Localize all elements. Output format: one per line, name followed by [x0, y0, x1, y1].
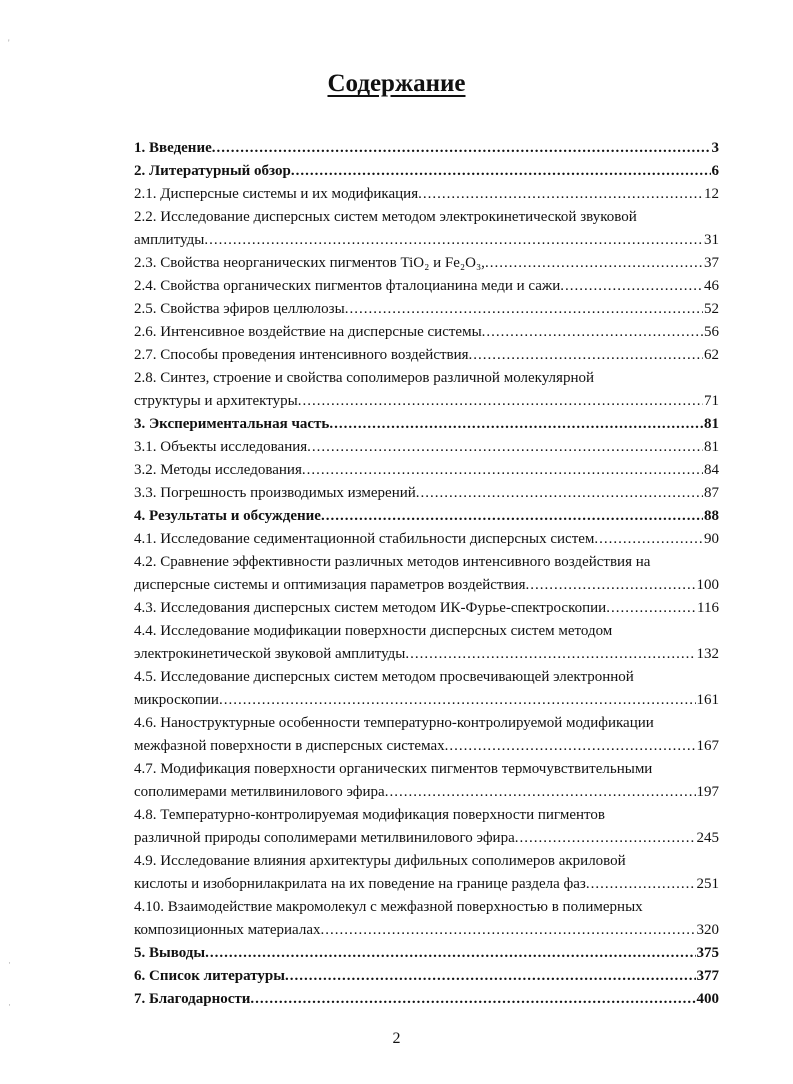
toc-item[interactable]: 3.1. Объекты исследования ..... 81	[134, 436, 719, 459]
toc-item[interactable]: 4.3. Исследования дисперсных систем методом ИК-Фурье-спектроскопии ..... 116	[134, 597, 719, 620]
toc-item[interactable]: 4.4. Исследование модификации поверхности дисперсных систем методом электрокинетической звуковой амплитуды ..... 132	[134, 620, 719, 666]
toc-item[interactable]: 4.1. Исследование седиментационной стабильности дисперсных систем ..... 90	[134, 528, 719, 551]
page-title: Содержание	[327, 70, 466, 97]
table-of-contents	[134, 137, 719, 1011]
toc-item[interactable]: 4.5. Исследование дисперсных систем методом просвечивающей электронной микроскопии ..... 161	[134, 666, 719, 712]
scan-artifact: ·	[8, 958, 11, 968]
toc-item[interactable]: 2.7. Способы проведения интенсивного воздействия ..... 62	[134, 344, 719, 367]
toc-item[interactable]: 7. Благодарности ..... 400	[134, 988, 719, 1011]
toc-item[interactable]: 3. Экспериментальная часть ..... 81	[134, 413, 719, 436]
toc-item[interactable]: 4. Результаты и обсуждение ..... 88	[134, 505, 719, 528]
toc-item[interactable]: 3.3. Погрешность производимых измерений ..... 87	[134, 482, 719, 505]
toc-item[interactable]: 2.2. Исследование дисперсных систем методом электрокинетической звуковой амплитуды ..... 31	[134, 206, 719, 252]
toc-item[interactable]: 4.2. Сравнение эффективности различных методов интенсивного воздействия на дисперсные системы и оптимизация параметров воздействия ..... 100	[134, 551, 719, 597]
toc-item[interactable]: 4.7. Модификация поверхности органических пигментов термочувствительными сополимерами метилвинилового эфира ..... 197	[134, 758, 719, 804]
toc-item[interactable]: 3.2. Методы исследования ..... 84	[134, 459, 719, 482]
toc-item[interactable]: 1. Введение ..... 3	[134, 137, 719, 160]
toc-item[interactable]: 5. Выводы ..... 375	[134, 942, 719, 965]
toc-item[interactable]: 6. Список литературы ..... 377	[134, 965, 719, 988]
toc-item[interactable]: 2.6. Интенсивное воздействие на дисперсные системы ..... 56	[134, 321, 719, 344]
scan-artifact: ·	[8, 1000, 11, 1010]
toc-item[interactable]: 4.8. Температурно-контролируемая модификация поверхности пигментов различной природы сополимерами метилвинилового эфира ..... 245	[134, 804, 719, 850]
toc-item[interactable]: 2.5. Свойства эфиров целлюлозы ..... 52	[134, 298, 719, 321]
toc-item[interactable]: 4.10. Взаимодействие макромолекул с межфазной поверхностью в полимерных композиционных материалах ..... 320	[134, 896, 719, 942]
scan-artifact: '	[8, 38, 10, 48]
page-number: 2	[392, 1030, 401, 1047]
toc-item[interactable]: 2.4. Свойства органических пигментов фталоцианина меди и сажи ..... 46	[134, 275, 719, 298]
toc-item[interactable]: 2. Литературный обзор ..... 6	[134, 160, 719, 183]
toc-item[interactable]: 2.8. Синтез, строение и свойства сополимеров различной молекулярной структуры и архитектуры ..... 71	[134, 367, 719, 413]
toc-item[interactable]: 2.1. Дисперсные системы и их модификация ..... 12	[134, 183, 719, 206]
toc-item[interactable]: 4.9. Исследование влияния архитектуры дифильных сополимеров акриловой кислоты и изоборнилакрилата на их поведение на границе раздела фаз ..... 251	[134, 850, 719, 896]
toc-item[interactable]: 2.3. Свойства неорганических пигментов TiO₂ и Fe₂O₃, ..... 37	[134, 252, 719, 275]
toc-item[interactable]: 4.6. Наноструктурные особенности температурно-контролируемой модификации межфазной поверхности в дисперсных системах ..... 167	[134, 712, 719, 758]
